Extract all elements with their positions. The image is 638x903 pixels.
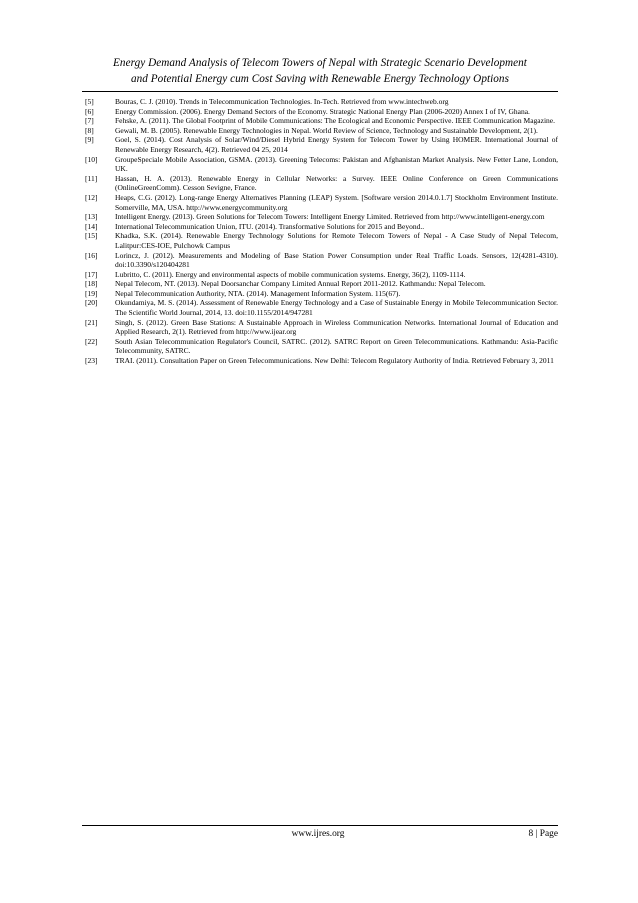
reference-number: [6] xyxy=(85,106,94,116)
reference-number: [5] xyxy=(85,97,94,106)
reference-number: [7] xyxy=(85,116,94,126)
reference-item xyxy=(85,174,558,193)
reference-text: International Telecommunication Union, ITU. (2014). Transformative Solutions for 2015 and Beyond.. xyxy=(115,221,425,231)
reference-text: GroupeSpeciale Mobile Association, GSMA. (2013). Greening Telecoms: Pakistan and Afghanistan Market Analysis. New Fetter Lane, London, UK. xyxy=(115,154,558,174)
reference-number: [23] xyxy=(85,356,98,366)
reference-item xyxy=(85,231,558,250)
reference-number: [13] xyxy=(85,212,98,222)
reference-text: Nepal Telecommunication Authority, NTA. (2014). Management Information System. 115(67). xyxy=(115,288,401,298)
reference-item xyxy=(85,97,558,107)
reference-text: Gewali, M. B. (2005). Renewable Energy Technologies in Nepal. World Review of Science, Technology and Sustainable Development, 2(1). xyxy=(115,125,538,135)
header-title-line-1: Energy Demand Analysis of Telecom Towers of Nepal with Strategic Scenario Development xyxy=(113,57,527,69)
header-divider xyxy=(82,91,558,92)
reference-item xyxy=(85,337,558,356)
reference-item xyxy=(85,126,558,136)
reference-text: Bouras, C. J. (2010). Trends in Telecommunication Technologies. In-Tech. Retrieved from www.intechweb.org xyxy=(115,97,449,106)
reference-item xyxy=(85,318,558,337)
reference-text: Khadka, S.K. (2014). Renewable Energy Technology Solutions for Remote Telecom Towers of Nepal - A Case Study of Nepal Telecom, Lalitpur:CES-IOE, Pulchowk Campus xyxy=(115,231,558,250)
reference-number: [22] xyxy=(85,336,98,346)
reference-text: Energy Commission. (2006). Energy Demand Sectors of the Economy. Strategic National Energy Plan (2006-2020) Annex I of IV, Ghana. xyxy=(115,106,530,116)
reference-number: [9] xyxy=(85,135,94,145)
reference-text: Intelligent Energy. (2013). Green Solutions for Telecom Towers: Intelligent Energy Limited. Retrieved from http://www.intelligent-energy.com xyxy=(115,212,545,222)
reference-number: [16] xyxy=(85,250,98,260)
reference-number: [8] xyxy=(85,125,94,135)
reference-item xyxy=(85,135,558,154)
reference-text: Lorincz, J. (2012). Measurements and Modeling of Base Station Power Consumption under Real Traffic Loads. Sensors, 12(4281-4310). doi:10.3390/s120404281 xyxy=(115,250,558,270)
reference-number: [19] xyxy=(85,288,98,298)
footer-page-number: 8 | Page xyxy=(528,829,558,839)
reference-number: [14] xyxy=(85,221,98,231)
reference-item xyxy=(85,270,558,280)
reference-item xyxy=(85,298,558,317)
reference-number: [21] xyxy=(85,317,98,327)
reference-item xyxy=(85,251,558,270)
reference-item xyxy=(85,107,558,117)
reference-text: Heaps, C.G. (2012). Long-range Energy Alternatives Planning (LEAP) System. [Software version 2014.0.1.7] Stockholm Environment Institute. Somerville, MA, USA. http://www.energycommunity.org xyxy=(115,192,558,212)
reference-number: [10] xyxy=(85,154,98,164)
reference-item xyxy=(85,222,558,232)
reference-text: Hassan, H. A. (2013). Renewable Energy in Cellular Networks: a Survey. IEEE Online Conference on Green Communications (OnlineGreenComm). Cesson Sevigne, France. xyxy=(115,173,558,193)
footer-url[interactable]: www.ijres.org xyxy=(291,829,345,839)
reference-number: [17] xyxy=(85,269,98,279)
reference-text: South Asian Telecommunication Regulator's Council, SATRC. (2012). SATRC Report on Green Telecommunications. Kathmandu: Asia-Pacific Telecommunity, SATRC. xyxy=(115,336,558,356)
reference-text: Nepal Telecom, NT. (2013). Nepal Doorsanchar Company Limited Annual Report 2011-2012. Kathmandu: Nepal Telecom. xyxy=(115,279,486,289)
reference-item xyxy=(85,289,558,299)
reference-text: Singh, S. (2012). Green Base Stations: A Sustainable Approach in Wireless Communication Networks. International Journal of Education and Applied Research, 2(1). Retrieved from http://www.ijear.org xyxy=(115,317,558,337)
header-title-line-2: and Potential Energy cum Cost Saving with Renewable Energy Technology Options xyxy=(131,73,509,85)
reference-number: [20] xyxy=(85,298,98,308)
reference-item xyxy=(85,193,558,212)
reference-item xyxy=(85,356,558,366)
reference-text: Lubritto, C. (2011). Energy and environmental aspects of mobile communication systems. Energy, 36(2), 1109-1114. xyxy=(115,269,466,279)
reference-number: [12] xyxy=(85,192,98,202)
reference-item xyxy=(85,116,558,126)
reference-number: [15] xyxy=(85,231,98,241)
reference-item xyxy=(85,155,558,174)
reference-text: Goel, S. (2014). Cost Analysis of Solar/Wind/Diesel Hybrid Energy System for Telecom Tower by Using HOMER. International Journal of Renewable Energy Research, 4(2). Retrieved 04 25, 2014 xyxy=(115,135,558,154)
reference-text: TRAI. (2011). Consultation Paper on Green Telecommunications. New Delhi: Telecom Regulatory Authority of India. Retrieved February 3, 2011 xyxy=(115,356,554,366)
page-header-title xyxy=(70,55,570,87)
reference-item xyxy=(85,279,558,289)
reference-number: [11] xyxy=(85,173,98,183)
reference-text: Fehske, A. (2011). The Global Footprint of Mobile Communications: The Ecological and Economic Perspective. IEEE Communication Magazine. xyxy=(115,116,555,126)
reference-list xyxy=(85,97,558,366)
reference-item xyxy=(85,212,558,222)
reference-text: Okundamiya, M. S. (2014). Assessment of Renewable Energy Technology and a Case of Sustainable Energy in Mobile Telecommunication Sector. The Scientific World Journal, 2014, 13. doi:10.1155/2014/947281 xyxy=(115,298,558,318)
footer-divider xyxy=(82,825,558,826)
reference-number: [18] xyxy=(85,279,98,289)
